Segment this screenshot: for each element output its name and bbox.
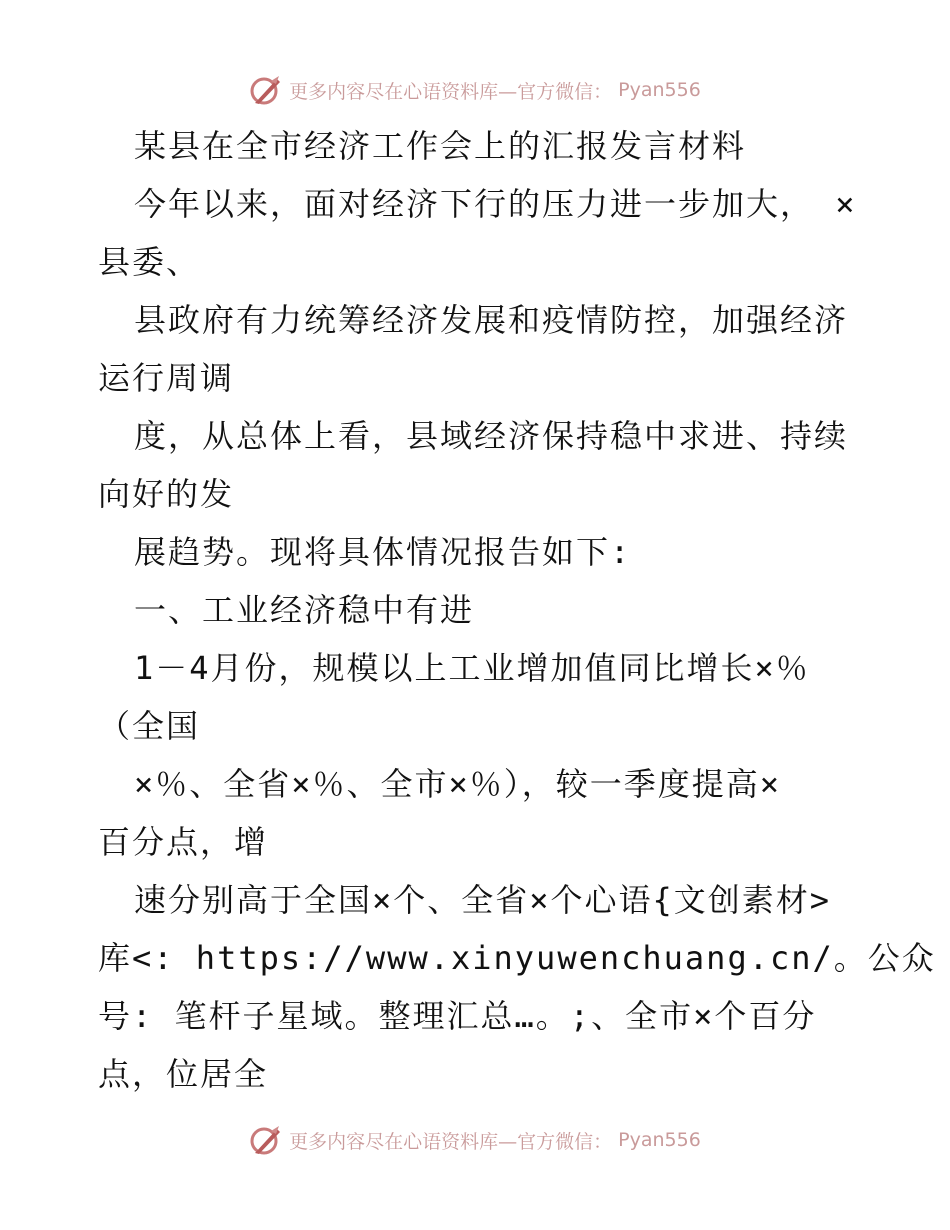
text-line: 向好的发	[98, 475, 235, 513]
text-line: 县委、	[98, 243, 201, 281]
quill-logo-icon	[249, 73, 283, 107]
text-line: 速分别高于全国×个、全省×个心语{文创素材>	[134, 881, 832, 919]
text-line: 度，从总体上看，县域经济保持稳中求进、持续	[134, 417, 849, 455]
text-line: 某县在全市经济工作会上的汇报发言材料	[134, 127, 747, 165]
text-line: 点，位居全	[98, 1055, 269, 1093]
banner-wechat-id: Pyan556	[618, 1129, 701, 1151]
footer-watermark-banner	[0, 1120, 950, 1160]
text-line: 今年以来，面对经济下行的压力进一步加大， ×	[134, 185, 857, 223]
banner-wechat-id: Pyan556	[618, 79, 701, 101]
text-line: （全国	[98, 707, 201, 745]
text-line: 库<: https://www.xinyuwenchuang.cn/。公众	[98, 939, 936, 977]
text-line: 一、工业经济稳中有进	[134, 591, 475, 629]
banner-text: 更多内容尽在心语资料库—官方微信：	[289, 1130, 613, 1153]
text-line: 百分点，增	[98, 823, 269, 861]
text-line: 号: 笔杆子星域。整理汇总…。;、全市×个百分	[98, 997, 817, 1035]
text-line: ×％、全省×％、全市×％），较一季度提高×	[134, 765, 782, 803]
document-body	[98, 117, 936, 1103]
header-watermark-banner	[0, 70, 950, 110]
quill-logo-icon	[249, 1123, 283, 1157]
banner-text: 更多内容尽在心语资料库—官方微信：	[289, 80, 613, 103]
text-line: 展趋势。现将具体情况报告如下:	[134, 533, 632, 571]
text-line: 1－4月份，规模以上工业增加值同比增长×％	[134, 649, 810, 687]
text-line: 县政府有力统筹经济发展和疫情防控，加强经济	[134, 301, 849, 339]
text-line: 运行周调	[98, 359, 235, 397]
